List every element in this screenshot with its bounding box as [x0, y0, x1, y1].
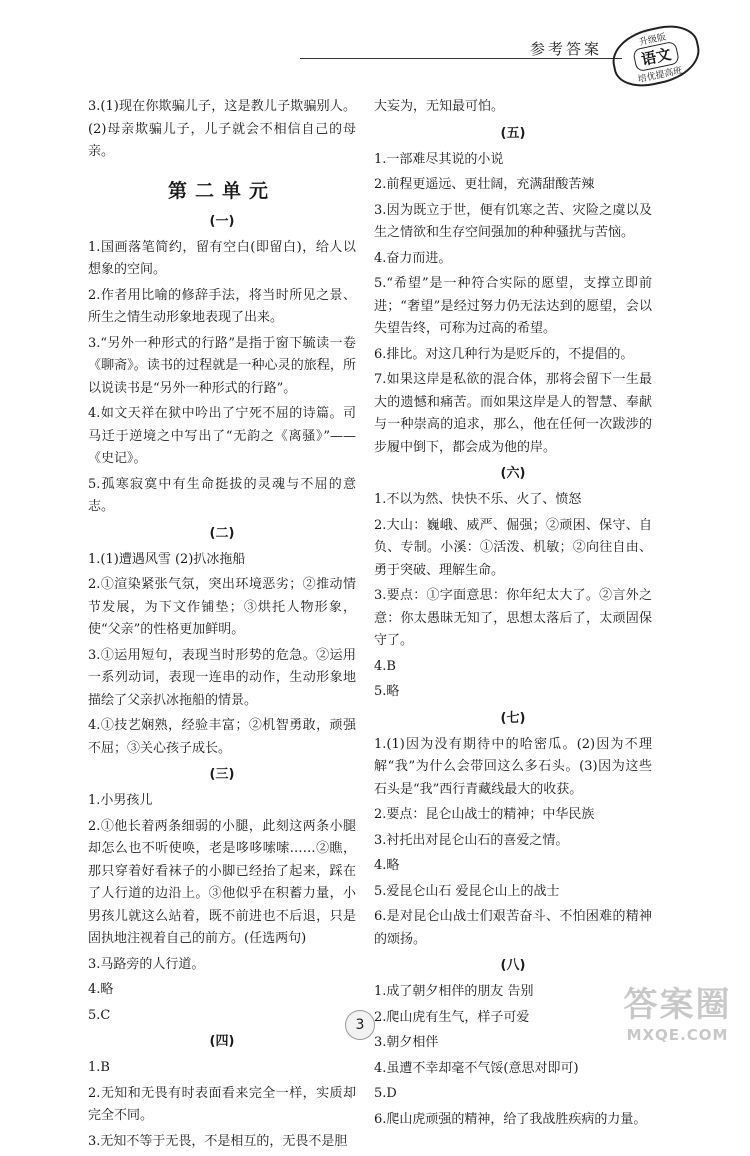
answer-paragraph: 1.成了朝夕相伴的朋友 告别 — [374, 984, 534, 999]
answer-paragraph: 3.要点：①字面意思：你年纪太大了。②言外之意：你太愚昧无知了，思想太落后了，太顽固保守了。 — [374, 588, 652, 648]
answer-paragraph: 2.①他长着两条细弱的小腿，此刻这两条小腿却怎么也不听使唤，老是哆哆嗦嗦……②瞧，那只穿着好看袜子的小脚已经抬了起来，踩在了人行道的边沿上。③他似乎在积蓄力量，小男孩儿就这么站着，既不前进也不后退，只是固执地注视着自己的前方。(任选两句) — [88, 818, 356, 946]
answer-paragraph: 2.前程更遥远、更壮阔，充满甜酸苦辣 — [374, 177, 595, 192]
answer-paragraph: 5.略 — [374, 684, 400, 699]
answer-paragraph: 4.奋力而进。 — [374, 250, 452, 266]
section-heading: (一) — [209, 213, 235, 229]
page-number: 3 — [345, 1010, 375, 1040]
header-title: 参考答案 — [530, 40, 603, 58]
answer-paragraph: 1.不以为然、快快不乐、火了、愤怒 — [374, 492, 582, 507]
answer-paragraph: 1.小男孩儿 — [88, 793, 153, 808]
answer-paragraph: 3.马路旁的人行道。 — [88, 956, 205, 972]
answer-paragraph: 4.略 — [374, 858, 400, 873]
answer-paragraph: 1.(1)遭遇风雪 (2)扒冰拖船 — [88, 551, 246, 567]
answer-paragraph: 4.如文天祥在狱中吟出了宁死不屈的诗篇。司马迁于逆境之中写出了“无韵之《离骚》”——《史记》。 — [88, 406, 356, 466]
section-heading: (四) — [209, 1034, 235, 1049]
answer-paragraph: 7.如果这岸是私欲的混合体，那将会留下一生最大的遗憾和痛苦。而如果这岸是人的智慧、奉献与一种崇高的追求，那么，他在任何一次跋涉的步履中倒下，都会成为他的岸。 — [374, 372, 652, 455]
watermark-sub: MXQE.COM — [626, 1026, 729, 1044]
answer-paragraph: 5.D — [374, 1086, 397, 1101]
answer-paragraph: 3.无知不等于无畏，不是相互的，无畏不是胆 — [88, 1133, 348, 1149]
answer-paragraph: 5.孤寒寂寞中有生命挺拔的灵魂与不屈的意志。 — [88, 476, 356, 514]
answer-paragraph: 3.朝夕相伴 — [374, 1035, 439, 1050]
answer-paragraph: 1.一部难尽其说的小说 — [374, 151, 504, 167]
answer-paragraph: 3.“另外一种形式的行路”是指于窗下毓读一卷《聊斋》。读书的过程就是一种心灵的旅程，所以说读书是“另外一种形式的行路”。 — [88, 335, 356, 396]
answer-paragraph: 4.略 — [88, 982, 114, 997]
answer-paragraph: 6.爬山虎顽强的精神，给了我战胜疾病的力量。 — [374, 1111, 647, 1127]
section-heading: (五) — [500, 125, 526, 141]
answer-paragraph: 2.大山：巍峨、威严、倔强；②顽困、保守、自负、专制。小溪：①活泼、机敏；②向往自由、勇于突破、理解生命。 — [374, 517, 652, 578]
answer-paragraph: 6.排比。对这几种行为是贬斥的，不提倡的。 — [374, 346, 634, 362]
answer-paragraph: 2.①渲染紧张气氛，突出环境恶劣；②推动情节发展，为下文作铺垫；③烘托人物形象，使“父亲”的性格更加鲜明。 — [88, 577, 356, 637]
section-heading: (八) — [500, 958, 526, 973]
section-heading: (七) — [500, 710, 526, 726]
answer-paragraph: 5.“希望”是一种符合实际的愿望，支撑立即前进；“奢望”是经过努力仍无法达到的愿望，会以失望告终，可称为过高的希望。 — [374, 276, 652, 336]
answer-paragraph: 2.爬山虎有生气，样子可爱 — [374, 1009, 530, 1025]
series-badge — [607, 19, 705, 92]
section-heading: (二) — [209, 525, 235, 541]
right-column — [374, 96, 652, 1134]
answer-paragraph: 3.衬托出对昆仑山石的喜爱之情。 — [374, 832, 569, 848]
section-heading: (三) — [209, 767, 235, 782]
answer-paragraph: 3.因为既立于世，便有饥寒之苦、灾险之虞以及生之情欲和生存空间强加的种种骚扰与苦恼。 — [374, 202, 652, 240]
answer-paragraph: 6.是对昆仑山战士们艰苦奋斗、不怕困难的精神的颂扬。 — [374, 909, 652, 947]
answer-paragraph: 1.国画落笔简约，留有空白(即留白)，给人以想象的空间。 — [88, 239, 356, 277]
answer-paragraph: 2.要点：昆仑山战士的精神；中华民族 — [374, 807, 595, 822]
answer-paragraph: 4.B — [374, 658, 396, 674]
answer-paragraph: 1.(1)因为没有期待中的哈密瓜。(2)因为不理解“我”为什么会带回这么多石头。(3)因为这些石头是“我”西行青藏线最大的收获。 — [374, 736, 652, 797]
badge-bottom-text: 培优提高班 — [637, 65, 684, 86]
answer-paragraph: 4.①技艺娴熟，经验丰富；②机智勇敢，顽强不屈；③关心孩子成长。 — [88, 718, 356, 756]
answer-paragraph: 4.虽遭不幸却毫不气馁(意思对即可) — [374, 1060, 579, 1076]
badge-top-text: 升级版 — [638, 32, 667, 49]
answer-paragraph: 2.无知和无畏有时表面看来完全一样，实质却完全不同。 — [88, 1085, 356, 1123]
badge-main-text: 语文 — [632, 41, 680, 73]
left-column — [88, 96, 356, 1156]
answer-paragraph: 3.(1)现在你欺骗儿子，这是教儿子欺骗别人。(2)母亲欺骗儿子，儿子就会不相信自己的母亲。 — [88, 99, 356, 159]
answer-paragraph: 5.C — [88, 1007, 111, 1023]
answer-paragraph: 2.作者用比喻的修辞手法，将当时所见之景、所生之情生动形象地表现了出来。 — [88, 287, 356, 325]
watermark-main: 答案圈 — [623, 985, 732, 1025]
unit-title: 第二单元 — [167, 179, 276, 202]
answer-paragraph: 大妄为，无知最可怕。 — [374, 99, 505, 114]
answer-paragraph: 1.B — [88, 1060, 110, 1075]
watermark-logo — [610, 984, 745, 1059]
answer-paragraph: 3.①运用短句，表现当时形势的危急。②运用一系列动词，表现一连串的动作，生动形象地描绘了父亲扒冰拖船的情景。 — [88, 647, 356, 708]
answer-paragraph: 5.爱昆仑山石 爱昆仑山上的战士 — [374, 883, 560, 899]
section-heading: (六) — [500, 466, 526, 481]
